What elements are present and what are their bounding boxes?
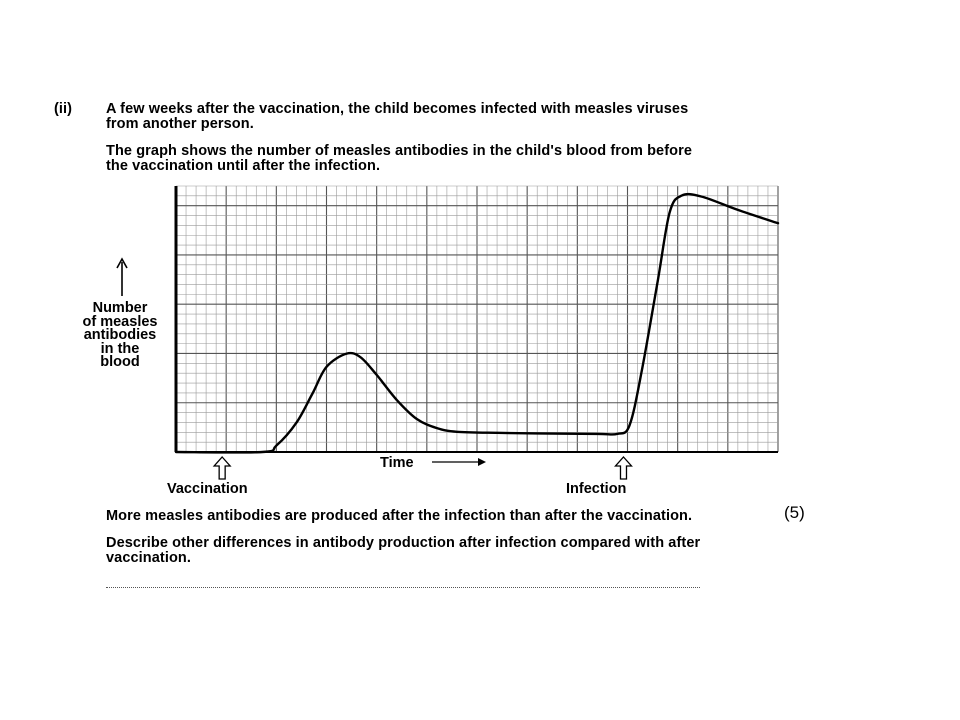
chart-grid (176, 186, 778, 452)
answer-line[interactable] (106, 587, 700, 588)
y-axis-label-line: of measles (82, 313, 158, 330)
intro-line-2: from another person. (106, 116, 254, 132)
marks-indicator: (5) (784, 503, 805, 522)
prompt-line-1: Describe other differences in antibody production after infection compared with after (106, 535, 701, 551)
infection-label: Infection (566, 481, 627, 497)
vaccination-label: Vaccination (167, 481, 248, 497)
event-markers (214, 457, 631, 479)
event-arrow-icon (615, 457, 631, 479)
statement-text: More measles antibodies are produced after the infection than after the vaccination. (106, 508, 693, 524)
graph-description-line-1: The graph shows the number of measles antibodies in the child's blood from before (106, 143, 692, 159)
event-arrow-icon (214, 457, 230, 479)
prompt-line-2: vaccination. (106, 550, 192, 566)
x-axis-label: Time (380, 455, 414, 471)
prompt-paragraph (106, 536, 866, 566)
y-axis-label-line: blood (100, 354, 140, 370)
time-arrow-head-icon (478, 458, 486, 466)
graph-description-line-2: the vaccination until after the infection. (106, 158, 381, 174)
y-axis-label-line: Number (92, 300, 148, 316)
question-part-label: (ii) (54, 101, 73, 117)
y-axis-label-line: antibodies (83, 327, 157, 343)
y-axis-label-line: in the (100, 340, 140, 357)
intro-line-1: A few weeks after the vaccination, the child becomes infected with measles viruses (106, 101, 689, 117)
